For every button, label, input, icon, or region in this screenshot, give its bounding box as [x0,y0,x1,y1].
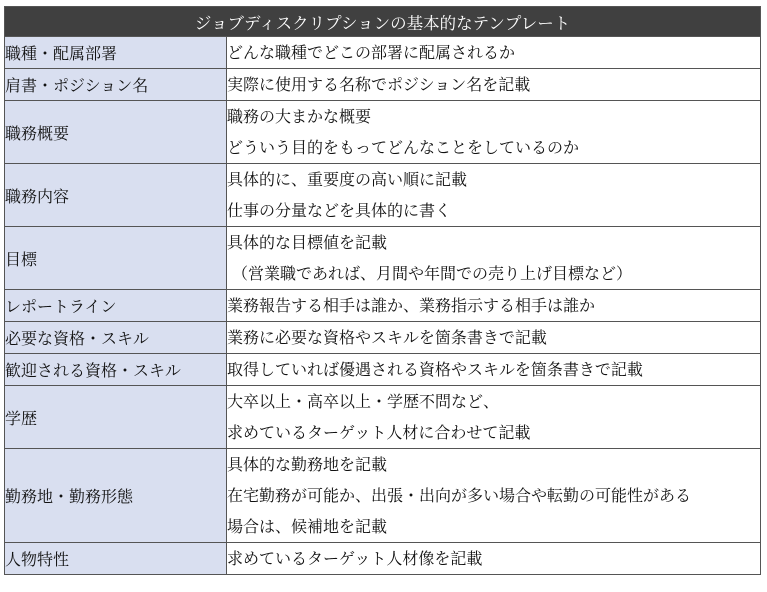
table-row [5,164,761,227]
row-description [227,37,761,69]
row-description [227,354,761,386]
description-line: どんな職種でどこの部署に配属されるか [227,43,516,62]
description-line: 求めているターゲット人材に合わせて記載 [227,423,531,442]
row-description [227,543,761,575]
row-label: 職務内容 [5,164,227,227]
table-body [5,37,761,575]
description-line: 業務に必要な資格やスキルを箇条書きで記載 [227,328,547,347]
row-description [227,69,761,101]
row-label: 必要な資格・スキル [5,322,227,354]
description-line: 取得していれば優遇される資格やスキルを箇条書きで記載 [227,360,643,379]
description-line: 具体的な勤務地を記載 [227,455,388,474]
description-line: 業務報告する相手は誰か、業務指示する相手は誰か [227,296,596,315]
table-row [5,354,761,386]
row-label: 職務概要 [5,101,227,164]
row-description [227,227,761,290]
table-row [5,543,761,575]
description-line: 実際に使用する名称でポジション名を記載 [227,75,531,94]
row-description [227,290,761,322]
row-label: 歓迎される資格・スキル [5,354,227,386]
description-line: どういう目的をもってどんなことをしているのか [227,138,580,157]
table-row [5,227,761,290]
row-description [227,101,761,164]
description-line: 在宅勤務が可能か、出張・出向が多い場合や転勤の可能性がある [227,486,692,505]
description-line: 求めているターゲット人材像を記載 [227,549,483,568]
description-line: 具体的に、重要度の高い順に記載 [227,170,468,189]
table-row [5,386,761,449]
table-row [5,290,761,322]
row-label: 学歴 [5,386,227,449]
table-row [5,101,761,164]
description-line: 職務の大まかな概要 [227,107,372,126]
table-title: ジョブディスクリプションの基本的なテンプレート [5,7,761,37]
row-label: 職種・配属部署 [5,37,227,69]
table-row [5,37,761,69]
row-label: レポートライン [5,290,227,322]
row-label: 肩書・ポジション名 [5,69,227,101]
table-row [5,322,761,354]
description-line: （営業職であれば、月間や年間での売り上げ目標など） [232,264,633,283]
row-label: 人物特性 [5,543,227,575]
row-description [227,449,761,543]
row-description [227,386,761,449]
table-row [5,449,761,543]
table-row [5,69,761,101]
description-line: 場合は、候補地を記載 [227,517,388,536]
row-label: 勤務地・勤務形態 [5,449,227,543]
description-line: 具体的な目標値を記載 [227,233,388,252]
row-label: 目標 [5,227,227,290]
job-description-template-table [4,6,761,575]
row-description [227,322,761,354]
table-header-row [5,7,761,37]
description-line: 仕事の分量などを具体的に書く [227,201,452,220]
row-description [227,164,761,227]
description-line: 大卒以上・高卒以上・学歴不問など、 [227,392,500,411]
